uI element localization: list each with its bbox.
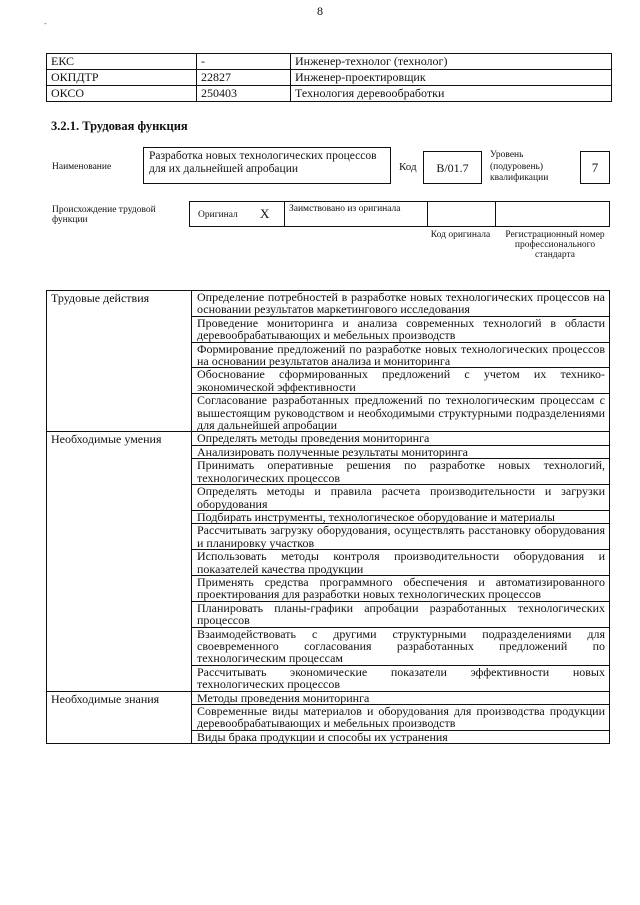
table-cell: Формирование предложений по разработке новых технологических процессов на основании результатов анализа и мониторинга <box>192 342 610 368</box>
original-code-caption: Код оригинала <box>430 230 491 240</box>
function-name: Разработка новых технологических процессов для их дальнейшей апробации <box>149 150 377 175</box>
classification-row <box>47 86 612 102</box>
table-cell: Планировать планы-графики апробации разработанных технологических процессов <box>192 601 610 627</box>
section-heading: 3.2.1. Трудовая функция <box>51 119 188 133</box>
table-cell: Взаимодействовать с другими структурными подразделениями для своевременного согласования разработанных предложений по технологическим процессам <box>192 627 610 665</box>
table-cell: Проведение мониторинга и анализа современных технологий в области деревообрабатывающих и мебельных производств <box>192 316 610 342</box>
origin-box <box>189 201 610 227</box>
classification-name: Инженер-технолог (технолог) <box>291 54 612 70</box>
function-code: В/01.7 <box>436 161 469 175</box>
origin-label: Происхождение трудовой функции <box>52 205 156 225</box>
function-code-box <box>423 151 482 184</box>
classification-row <box>47 70 612 86</box>
origin-divider <box>495 202 496 226</box>
table-cell: Принимать оперативные решения по разработке новых технологий, технологических процессов <box>192 459 610 485</box>
table-cell: Обоснование сформированных предложений с учетом их технико-экономической эффективности <box>192 368 610 394</box>
classification-number: 22827 <box>197 70 291 86</box>
table-cell: Подбирать инструменты, технологическое оборудование и материалы <box>192 510 610 523</box>
classification-number: - <box>197 54 291 70</box>
origin-divider <box>284 202 285 226</box>
table-cell: Использовать методы контроля производительности оборудования и показателей качества продукции <box>192 550 610 576</box>
classification-name: Технология деревообработки <box>291 86 612 102</box>
classification-code: ЕКС <box>47 54 197 70</box>
table-cell: Виды брака продукции и способы их устранения <box>192 730 610 743</box>
original-label: Оригинал <box>198 210 238 220</box>
classification-code: ОКПДТР <box>47 70 197 86</box>
table-cell: Определение потребностей в разработке новых технологических процессов на основании результатов маркетингового исследования <box>192 291 610 317</box>
level-value: 7 <box>591 160 599 175</box>
table-cell: Определять методы проведения мониторинга <box>192 432 610 445</box>
table-cell: Применять средства программного обеспечения и автоматизированного проектирования для разработки новых технологических процессов <box>192 575 610 601</box>
classification-number: 250403 <box>197 86 291 102</box>
table-cell: Рассчитывать экономические показатели эффективности новых технологических процессов <box>192 665 610 691</box>
classification-name: Инженер-проектировщик <box>291 70 612 86</box>
code-label: Код <box>399 161 417 173</box>
table-cell: Анализировать полученные результаты мониторинга <box>192 445 610 458</box>
table-cell: Современные виды материалов и оборудования для производства продукции деревообрабатывающих и мебельных производств <box>192 705 610 731</box>
section-title: Необходимые умения <box>47 432 192 691</box>
table-cell: Рассчитывать загрузку оборудования, осуществлять расстановку оборудования и планировку участков <box>192 524 610 550</box>
classification-row <box>47 54 612 70</box>
section-title: Трудовые действия <box>47 291 192 432</box>
origin-divider <box>427 202 428 226</box>
function-name-box <box>143 147 391 184</box>
level-label: Уровень (подуровень) квалификации <box>490 150 549 183</box>
corner-mark: - <box>44 19 47 28</box>
table-cell: Согласование разработанных предложений по технологическим процессам с вышестоящим руководством и необходимыми структурными подразделениями для дальнейшей апробации <box>192 394 610 432</box>
classification-code: ОКСО <box>47 86 197 102</box>
table-row <box>47 291 610 317</box>
borrowed-label: Заимствовано из оригинала <box>289 204 401 214</box>
labor-function-table <box>46 290 610 744</box>
level-box <box>580 151 610 184</box>
table-row <box>47 691 610 704</box>
table-cell: Определять методы и правила расчета производительности и загрузки оборудования <box>192 485 610 511</box>
page-number: 8 <box>317 4 323 18</box>
classification-table <box>46 53 612 102</box>
reg-number-caption: Регистрационный номер профессионального стандарта <box>505 230 605 260</box>
table-row <box>47 432 610 445</box>
section-title: Необходимые знания <box>47 691 192 744</box>
table-cell: Методы проведения мониторинга <box>192 691 610 704</box>
name-label: Наименование <box>52 162 112 172</box>
original-mark: X <box>260 206 270 221</box>
